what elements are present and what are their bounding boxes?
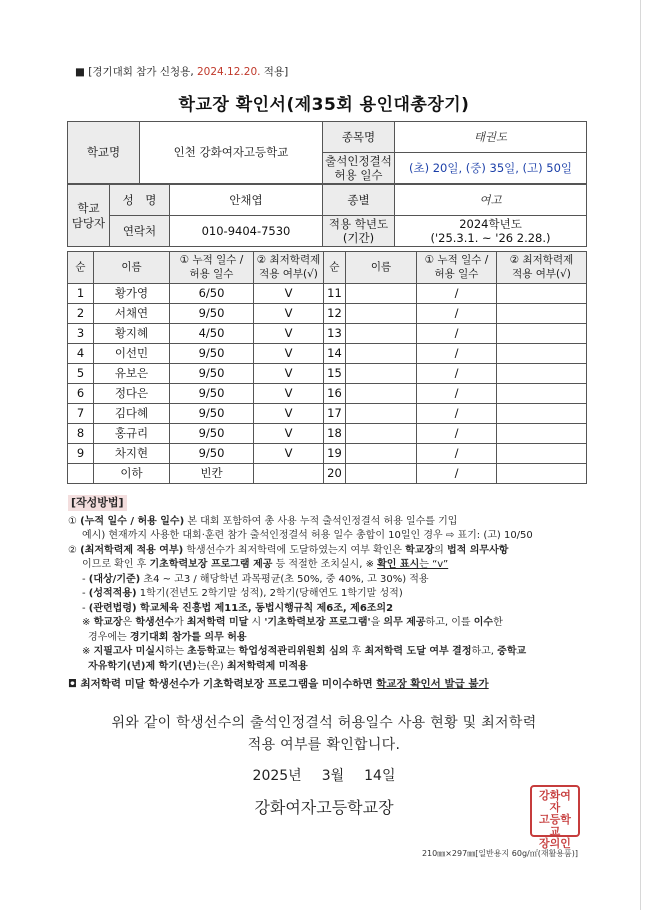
- roster-no: 7: [68, 404, 94, 424]
- roster-check: [254, 464, 324, 484]
- principal-signature: 강화여자고등학교장: [254, 798, 394, 817]
- roster-name: 홍규리: [94, 424, 170, 444]
- confirmation-text: 위와 같이 학생선수의 출석인정결석 허용일수 사용 현황 및 최저학력 적용 여부를 확인합니다.: [111, 715, 537, 753]
- roster-days: 9/50: [170, 444, 254, 464]
- roster-check: V: [254, 404, 324, 424]
- roster-name: 정다은: [94, 384, 170, 404]
- staff-info-table: [67, 184, 587, 247]
- roster-days: 9/50: [170, 344, 254, 364]
- page-edge-divider: [640, 0, 641, 910]
- table-row: [68, 284, 587, 304]
- roster-no: 1: [68, 284, 94, 304]
- roster-name: 이선민: [94, 344, 170, 364]
- roster-no: 14: [324, 344, 346, 364]
- school-year-label: 적용 학년도 (기간): [323, 216, 395, 247]
- paper-spec-footer: 210㎜×297㎜[일반용지 60g/㎡(재활용품)]: [421, 849, 578, 858]
- staff-contact-value: 010-9404-7530: [170, 216, 323, 247]
- staff-contact-label: 연락처: [110, 216, 170, 247]
- roster-no: 15: [324, 364, 346, 384]
- date-month: 3월: [321, 768, 345, 784]
- table-row: [68, 464, 587, 484]
- table-row: [68, 404, 587, 424]
- event-label: 종목명: [323, 122, 395, 153]
- roster-days: /: [417, 364, 497, 384]
- roster-days: /: [417, 304, 497, 324]
- roster-days: /: [417, 444, 497, 464]
- roster-days: 9/50: [170, 384, 254, 404]
- header-no: 순: [68, 252, 94, 284]
- header-check: ② 최저학력제 적용 여부(√): [497, 252, 587, 284]
- roster-no: 8: [68, 424, 94, 444]
- roster-no: [68, 464, 94, 484]
- application-note: ■ [경기대회 참가 신청용, 2024.12.20. 적용]: [75, 66, 289, 78]
- roster-check: [497, 324, 587, 344]
- roster-days: /: [417, 424, 497, 444]
- guide-line: 경우에는 경기대회 참가를 의무 허용: [88, 631, 247, 643]
- roster-check: [497, 284, 587, 304]
- roster-days: 빈칸: [170, 464, 254, 484]
- roster-no: 11: [324, 284, 346, 304]
- school-label: 학교명: [68, 122, 140, 184]
- roster-no: 16: [324, 384, 346, 404]
- roster-name: 황지혜: [94, 324, 170, 344]
- school-value: 인천 강화여자고등학교: [140, 122, 323, 184]
- date-year: 2025년: [252, 768, 302, 784]
- roster-days: 9/50: [170, 304, 254, 324]
- guide-line: ② (최저학력제 적용 여부) 학생선수가 최저학력에 도달하였는지 여부 확인은 학교장의 법적 의무사항: [68, 544, 509, 556]
- roster-name: 서채연: [94, 304, 170, 324]
- date-day: 14일: [364, 768, 396, 784]
- roster-no: 2: [68, 304, 94, 324]
- warning-line: ◘ 최저학력 미달 학생선수가 기초학력보장 프로그램을 미이수하면 학교장 확인서 발급 불가: [68, 678, 489, 691]
- staff-name-label: 성 명: [110, 185, 170, 216]
- roster-no: 12: [324, 304, 346, 324]
- roster-check: V: [254, 364, 324, 384]
- writing-guide: [68, 495, 598, 693]
- roster-name: [346, 344, 417, 364]
- roster-body: [68, 284, 587, 484]
- roster-no: 3: [68, 324, 94, 344]
- staff-role-label: 학교 담당자: [68, 185, 110, 247]
- roster-no: 6: [68, 384, 94, 404]
- roster-check: V: [254, 344, 324, 364]
- event-value: 태권도: [395, 122, 587, 153]
- roster-days: 9/50: [170, 404, 254, 424]
- roster-no: 13: [324, 324, 346, 344]
- table-row: [68, 304, 587, 324]
- header-no: 순: [324, 252, 346, 284]
- school-info-table: [67, 121, 587, 184]
- roster-name: 김다혜: [94, 404, 170, 424]
- header-name: 이름: [94, 252, 170, 284]
- guide-line: - (관련법령) 학교체육 진흥법 제11조, 동법시행규칙 제6조, 제6조의2: [82, 602, 394, 614]
- roster-name: 유보은: [94, 364, 170, 384]
- guide-line: - (성적적용) 1학기(전년도 2학기말 성적), 2학기(당해연도 1학기말 성적): [82, 588, 403, 600]
- roster-check: [497, 444, 587, 464]
- roster-days: 6/50: [170, 284, 254, 304]
- allowed-days-label: 출석인정결석 허용 일수: [323, 153, 395, 184]
- roster-no: 20: [324, 464, 346, 484]
- roster-no: 9: [68, 444, 94, 464]
- document-title: 학교장 확인서(제35회 용인대총장기): [178, 95, 470, 115]
- roster-name: [346, 444, 417, 464]
- roster-days: /: [417, 284, 497, 304]
- guide-heading: [작성방법]: [68, 495, 127, 511]
- guide-line: 예시) 현재까지 사용한 대회·훈련 참가 출석인정결석 허용 일수 총합이 10일인 경우 ⇨ 표기: (고) 10/50: [82, 530, 533, 542]
- category-label: 종별: [323, 185, 395, 216]
- roster-name: [346, 424, 417, 444]
- roster-check: [497, 424, 587, 444]
- table-row: [68, 424, 587, 444]
- roster-check: [497, 404, 587, 424]
- roster-check: V: [254, 324, 324, 344]
- student-roster-table: [67, 251, 587, 484]
- guide-line: - (대상/기준) 초4 ~ 고3 / 해당학년 과목평균(초 50%, 중 40%, 고 30%) 적용: [82, 573, 429, 585]
- table-row: [68, 324, 587, 344]
- roster-days: /: [417, 384, 497, 404]
- roster-no: 4: [68, 344, 94, 364]
- table-row: [68, 444, 587, 464]
- roster-days: 9/50: [170, 424, 254, 444]
- school-year-value: 2024학년도 ('25.3.1. ~ '26 2.28.): [395, 216, 587, 247]
- roster-days: /: [417, 464, 497, 484]
- guide-line: 이므로 확인 후 기초학력보장 프로그램 제공 등 적절한 조치실시, ※ 확인 표시는 “v”: [82, 559, 449, 571]
- roster-check: [497, 464, 587, 484]
- roster-check: V: [254, 384, 324, 404]
- roster-name: [346, 384, 417, 404]
- roster-check: [497, 384, 587, 404]
- header-check: ② 최저학력제 적용 여부(√): [254, 252, 324, 284]
- roster-check: V: [254, 304, 324, 324]
- applied-date: 2024.12.20.: [197, 66, 261, 78]
- roster-name: 황가영: [94, 284, 170, 304]
- roster-name: [346, 464, 417, 484]
- official-seal-icon: 강화여자 고등학교 장의인: [530, 785, 580, 837]
- roster-no: 18: [324, 424, 346, 444]
- roster-name: 이하: [94, 464, 170, 484]
- roster-check: [497, 344, 587, 364]
- header-days: ① 누적 일수 / 허용 일수: [170, 252, 254, 284]
- roster-check: V: [254, 424, 324, 444]
- header-days: ① 누적 일수 / 허용 일수: [417, 252, 497, 284]
- roster-no: 5: [68, 364, 94, 384]
- roster-days: 9/50: [170, 364, 254, 384]
- roster-check: V: [254, 284, 324, 304]
- roster-name: [346, 304, 417, 324]
- guide-line: 자유학기(년)제 학기(년)는(은) 최저학력제 미적용: [88, 660, 308, 672]
- roster-days: /: [417, 324, 497, 344]
- guide-line: ※ 학교장은 학생선수가 최저학력 미달 시 '기초학력보장 프로그램'을 의무 제공하고, 이를 이수한: [82, 617, 503, 629]
- table-row: [68, 384, 587, 404]
- roster-days: /: [417, 404, 497, 424]
- staff-name-value: 안채엽: [170, 185, 323, 216]
- guide-line: ① (누적 일수 / 허용 일수) 본 대회 포함하여 총 사용 누적 출석인정결석 허용 일수를 기입: [68, 515, 458, 527]
- roster-check: [497, 304, 587, 324]
- roster-check: V: [254, 444, 324, 464]
- roster-name: 차지현: [94, 444, 170, 464]
- confirmation-date: [0, 765, 648, 785]
- roster-check: [497, 364, 587, 384]
- roster-days: /: [417, 344, 497, 364]
- header-name: 이름: [346, 252, 417, 284]
- category-value: 여고: [395, 185, 587, 216]
- roster-name: [346, 324, 417, 344]
- roster-days: 4/50: [170, 324, 254, 344]
- roster-name: [346, 284, 417, 304]
- allowed-days-value: (초) 20일, (중) 35일, (고) 50일: [395, 153, 587, 184]
- table-row: [68, 364, 587, 384]
- table-row: [68, 344, 587, 364]
- guide-line: ※ 지필고사 미실시하는 초등학교는 학업성적관리위원회 심의 후 최저학력 도달 여부 결정하고, 중학교: [82, 646, 527, 658]
- roster-no: 17: [324, 404, 346, 424]
- roster-no: 19: [324, 444, 346, 464]
- roster-name: [346, 364, 417, 384]
- roster-name: [346, 404, 417, 424]
